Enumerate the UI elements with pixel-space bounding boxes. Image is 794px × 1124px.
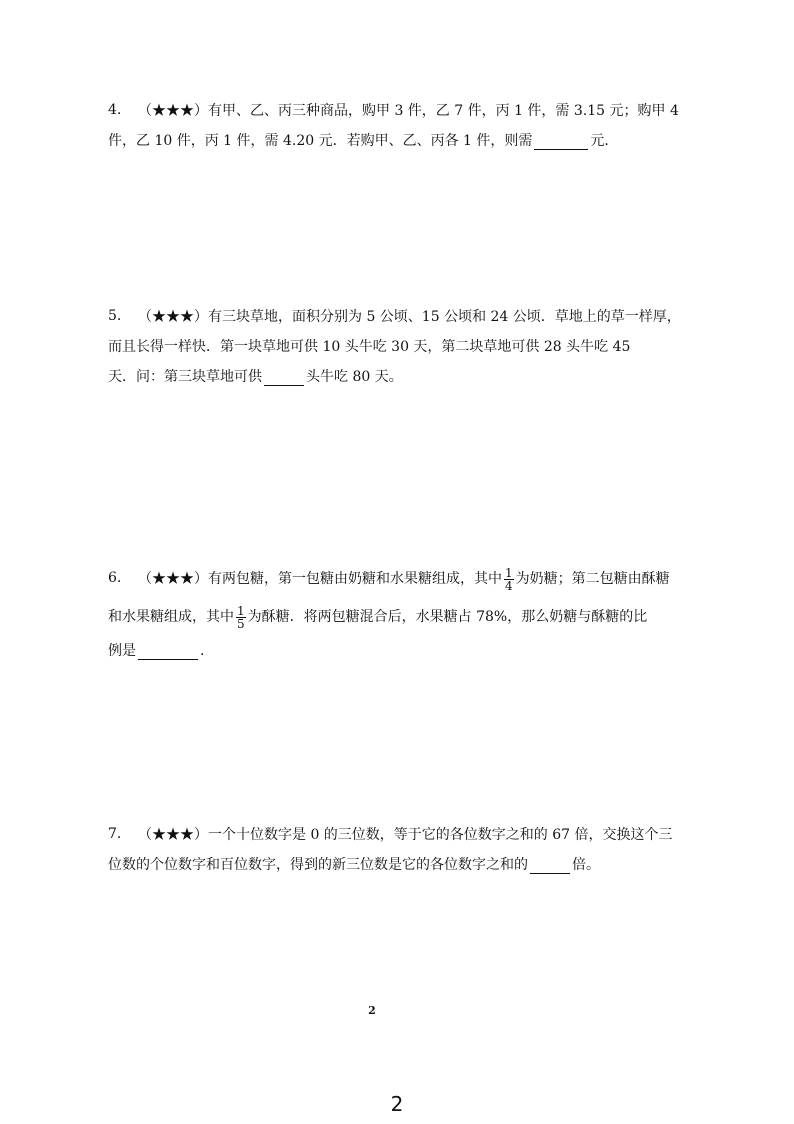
problem-text: （★★★）一个十位数字是 0 的三位数，等于它的各位数字之和的 67 倍，交换这个三 [138, 827, 673, 843]
problem-line [108, 126, 708, 156]
problem-line [108, 636, 708, 666]
problem-line [138, 820, 708, 850]
problem-text: 元． [590, 133, 619, 149]
problem-text: 例是 [108, 643, 136, 659]
problem-6 [108, 560, 708, 666]
problem-text: （★★★）有两包糖，第一包糖由奶糖和水果糖组成，其中 [138, 571, 502, 587]
problem-number: 7. [108, 826, 122, 842]
problem-line [108, 850, 708, 880]
fraction-denominator: 5 [237, 616, 245, 631]
problem-number: 5. [108, 308, 122, 324]
problem-text: 件，乙 10 件，丙 1 件，需 4.20 元．若购甲、乙、丙各 1 件，则需 [108, 133, 533, 149]
problem-number: 6. [108, 570, 122, 586]
problem-number: 4. [108, 102, 122, 118]
problem-text: （★★★）有甲、乙、丙三种商品，购甲 3 件，乙 7 件，丙 1 件，需 3.15 元；购甲 4 [138, 103, 679, 119]
fraction-one-fifth [236, 605, 246, 630]
answer-blank[interactable] [530, 857, 570, 874]
fraction-numerator: 1 [505, 565, 513, 580]
problem-line [138, 302, 708, 332]
answer-blank[interactable] [264, 369, 304, 386]
problem-line [138, 96, 708, 126]
answer-blank[interactable] [534, 133, 588, 150]
fraction-one-quarter [504, 567, 514, 592]
page-number-small: 2 [368, 1004, 376, 1017]
problem-text: 天．问：第三块草地可供 [108, 369, 262, 385]
problem-line [108, 598, 708, 636]
problem-5 [108, 302, 708, 392]
problem-text: （★★★）有三块草地，面积分别为 5 公顷、15 公顷和 24 公顷．草地上的草一样厚， [138, 309, 681, 325]
problem-text: 为奶糖；第二包糖由酥糖 [515, 571, 670, 587]
answer-blank[interactable] [138, 643, 198, 660]
fraction-numerator: 1 [237, 603, 245, 618]
problem-text: 位数的个位数字和百位数字，得到的新三位数是它的各位数字之和的 [108, 857, 528, 873]
problem-text: 倍。 [572, 857, 600, 873]
problem-line [108, 362, 708, 392]
problem-text: . [200, 643, 205, 659]
page-number-large: 2 [390, 1092, 404, 1116]
problem-line [108, 332, 708, 362]
problem-text: 头牛吃 80 天。 [306, 369, 403, 385]
problem-text: 为酥糖．将两包糖混合后，水果糖占 78%，那么奶糖与酥糖的比 [247, 609, 648, 625]
problem-7 [108, 820, 708, 880]
problem-line [138, 560, 708, 598]
fraction-denominator: 4 [505, 578, 513, 593]
problem-text: 和水果糖组成，其中 [108, 609, 234, 625]
problem-text: 而且长得一样快．第一块草地可供 10 头牛吃 30 天，第二块草地可供 28 头牛吃 45 [108, 339, 631, 355]
problem-4 [108, 96, 708, 156]
